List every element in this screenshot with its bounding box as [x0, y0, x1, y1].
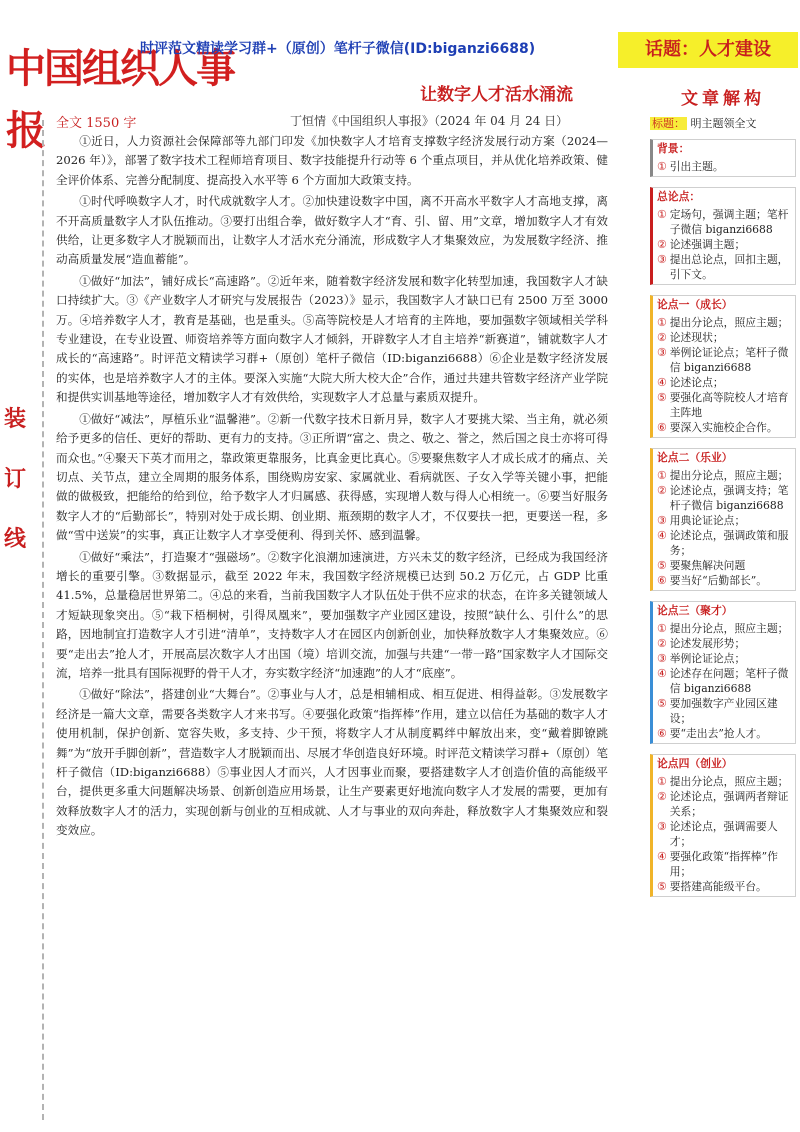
- item-number: ⑤: [657, 391, 667, 404]
- item-number: ③: [657, 652, 667, 665]
- binding-char: 装: [3, 407, 26, 432]
- section-item: [657, 558, 791, 573]
- panel-label-tag: 标题：: [652, 117, 685, 130]
- section-item: [657, 237, 791, 252]
- section-item: [657, 696, 791, 726]
- item-number: ⑤: [657, 559, 667, 572]
- structure-section: [650, 754, 796, 897]
- binding-char: 订: [3, 467, 26, 492]
- item-text: 论述现状；: [669, 331, 724, 344]
- section-item: [657, 159, 791, 174]
- panel-label-text: 明主题领全文: [690, 117, 757, 130]
- section-head: 论点三（聚才）: [657, 604, 733, 617]
- item-text: 论述存在问题；笔杆子微信 biganzi6688: [669, 667, 789, 695]
- paragraph: ①近日，人力资源社会保障部等九部门印发《加快数字人才培育支撑数字经济发展行动方案（2024—2026 年）》，部署了数字技术工程师培育项目、数字技能提升行动等 6 个重点项目，并从优化培养政策、健全评价体系、完善分配制度、提高投入水平等 6 个方面加大政策支持。: [56, 134, 608, 187]
- item-number: ②: [657, 331, 667, 344]
- item-number: ⑤: [657, 880, 667, 893]
- section-head: 背景：: [657, 142, 690, 155]
- item-text: 论述论点；: [669, 376, 724, 389]
- section-item: [657, 849, 791, 879]
- item-text: 提出总论点，回扣主题，引下文。: [669, 253, 789, 281]
- item-number: ②: [657, 484, 667, 497]
- item-text: 论述强调主题；: [669, 238, 746, 251]
- item-text: 论述发展形势；: [669, 637, 746, 650]
- item-text: 要强化高等院校人才培育主阵地: [669, 391, 789, 419]
- item-number: ①: [657, 775, 667, 788]
- top-banner: 时评范文精读学习群+（原创）笔杆子微信(ID:biganzi6688): [140, 41, 536, 57]
- item-number: ④: [657, 667, 667, 680]
- topic-badge: 话题：人才建设: [618, 32, 798, 68]
- binding-dashline: [42, 120, 44, 1120]
- item-text: 要加强数字产业园区建设；: [669, 697, 778, 725]
- section-item: [657, 483, 791, 513]
- item-text: 提出分论点，照应主题；: [669, 622, 789, 635]
- section-item: [657, 636, 791, 651]
- item-number: ③: [657, 346, 667, 359]
- section-item: [657, 621, 791, 636]
- section-item: [657, 420, 791, 435]
- section-body: [653, 157, 795, 176]
- item-text: 要聚焦解决问题: [669, 559, 746, 572]
- source-line: 丁恒情《中国组织人事报》（2024 年 04 月 24 日）: [290, 114, 569, 128]
- section-head: 论点四（创业）: [657, 757, 733, 770]
- item-text: 引出主题。: [669, 160, 724, 173]
- item-text: 提出分论点，照应主题；: [669, 316, 789, 329]
- item-number: ①: [657, 160, 667, 173]
- item-text: 举例论证论点；笔杆子微信 biganzi6688: [669, 346, 789, 374]
- item-text: 论述论点，强调两者辩证关系；: [669, 790, 789, 818]
- section-item: [657, 315, 791, 330]
- item-number: ⑥: [657, 727, 667, 740]
- item-number: ①: [657, 469, 667, 482]
- item-number: ①: [657, 316, 667, 329]
- section-item: [657, 651, 791, 666]
- item-number: ④: [657, 850, 667, 863]
- item-text: 提出分论点，照应主题；: [669, 775, 789, 788]
- item-text: 举例论证论点；: [669, 652, 746, 665]
- section-item: [657, 207, 791, 237]
- section-item: [657, 468, 791, 483]
- section-item: [657, 726, 791, 741]
- section-item: [657, 345, 791, 375]
- binding-label: [0, 390, 30, 570]
- item-text: 提出分论点，照应主题；: [669, 469, 789, 482]
- section-item: [657, 879, 791, 894]
- panel-sections: [650, 139, 796, 897]
- item-text: 要“走出去”抢人才。: [669, 727, 768, 740]
- section-head: 总论点：: [657, 190, 701, 203]
- section-item: [657, 513, 791, 528]
- structure-section: [650, 139, 796, 177]
- item-number: ②: [657, 637, 667, 650]
- item-text: 论述论点，强调需要人才；: [669, 820, 778, 848]
- headline: 让数字人才活水涌流: [420, 85, 573, 105]
- section-item: [657, 774, 791, 789]
- paragraph: ①做好“除法”，搭建创业“大舞台”。②事业与人才，总是相辅相成、相互促进、相得益彰。③发展数字经济是一篇大文章，需要各类数字人才来书写。④要强化政策“指挥棒”作用，建立以信任为基础的数字人才使用机制，保护创新、宽容失败，多支持、少干预，将数字人才从制度羁绊中解放出来，变“戴着脚镣跳舞”为“放开手脚创新”，营造数字人才脱颖而出、尽展才华创造良好环境。时评范文精读学习群+（原创）笔杆子微信（ID:biganzi6688）⑤事业因人才而兴，人才因事业而聚，要搭建数字人才创造价值的高能级平台，提供更多重大问题解决场景、创新创造应用场景，让生产要素更好地流向数字人才发展的需要，更加有效释放数字人才的活力，实现创新与创业的互相成就、人才与事业的双向奔赴，释放数字人才集聚效应和裂变效应。: [56, 687, 608, 838]
- section-item: [657, 789, 791, 819]
- item-text: 要搭建高能级平台。: [669, 880, 767, 893]
- item-number: ④: [657, 376, 667, 389]
- panel-label-row: [650, 115, 796, 131]
- section-item: [657, 819, 791, 849]
- item-number: ⑤: [657, 697, 667, 710]
- section-item: [657, 528, 791, 558]
- paragraph: ①时代呼唤数字人才，时代成就数字人才。②加快建设数字中国，离不开高水平数字人才高地支撑，离不开高质量数字人才队伍推动。③要打出组合拳，做好数字人才“育、引、留、用”文章，增加数字人才有效供给，让更多数字人才脱颖而出，让数字人才活水充分涌流，形成数字人才集聚效应，为发展数字经济、推动高质量发展“造血蓄能”。: [56, 194, 608, 267]
- word-count: 全文 1550 字: [56, 116, 137, 131]
- section-body: [653, 466, 795, 590]
- item-number: ②: [657, 238, 667, 251]
- item-text: 定场句，强调主题；笔杆子微信 biganzi6688: [669, 208, 789, 236]
- item-number: ③: [657, 253, 667, 266]
- item-number: ⑥: [657, 421, 667, 434]
- item-number: ①: [657, 622, 667, 635]
- section-head: 论点一（成长）: [657, 298, 733, 311]
- item-text: 论述论点，强调政策和服务；: [669, 529, 789, 557]
- section-item: [657, 330, 791, 345]
- binding-char: 线: [3, 527, 26, 552]
- structure-section: [650, 448, 796, 591]
- section-item: [657, 573, 791, 588]
- item-text: 要当好“后勤部长”。: [669, 574, 768, 587]
- section-body: [653, 619, 795, 743]
- item-number: ⑥: [657, 574, 667, 587]
- section-body: [653, 205, 795, 284]
- section-item: [657, 375, 791, 390]
- panel-title: 文章解构: [681, 89, 765, 109]
- section-head: 论点二（乐业）: [657, 451, 733, 464]
- structure-panel: [650, 84, 796, 907]
- item-number: ②: [657, 790, 667, 803]
- article-body: [56, 132, 608, 843]
- paragraph: ①做好“减法”，厚植乐业“温馨港”。②新一代数字技术日新月异，数字人才要挑大梁、当主角，就必须给予更多的信任、更好的帮助、更有力的支持。③正所谓“富之、贵之、敬之、誉之，然后国之良士亦将可得而众也。”④聚天下英才而用之，靠政策更靠服务，比真金更比真心。⑤要聚焦数字人才成长成才的痛点、关切点、关节点，建立全周期的服务体系，围绕购房安家、家属就业、看病就医、子女入学等关键小事，把能做的做极致，把能给的给到位，给予数字人才归属感、获得感，实现增人数与得人心相统一。⑥要当好服务数字人才的“后勤部长”，特别对处于成长期、创业期、瓶颈期的数字人才，不仅要扶一把，更要送一程，多做“雪中送炭”的实事，真正让数字人才享受便利、得到关怀、感到温馨。: [56, 411, 608, 543]
- item-text: 论述论点，强调支持；笔杆子微信 biganzi6688: [669, 484, 789, 512]
- item-number: ③: [657, 820, 667, 833]
- structure-section: [650, 295, 796, 438]
- item-number: ①: [657, 208, 667, 221]
- item-number: ③: [657, 514, 667, 527]
- item-text: 要深入实施校企合作。: [669, 421, 778, 434]
- structure-section: [650, 187, 796, 285]
- masthead-logo: 中国组织人事报: [6, 45, 234, 154]
- item-text: 用典论证论点；: [669, 514, 746, 527]
- section-body: [653, 313, 795, 437]
- paragraph: ①做好“乘法”，打造聚才“强磁场”。②数字化浪潮加速演进，方兴未艾的数字经济，已经成为我国经济增长的重要引擎。③数据显示，截至 2022 年末，我国数字经济规模已达到 50.2 万亿元，占 GDP 比重 41.5%，总量稳居世界第二。④总的来看，当前我国数字人才队伍处于供不应求的状态，在许多关键领域人才短缺现象突出。⑤“栽下梧桐树，引得凤凰来”，要加强数字产业园区建设，按照“缺什么、引什么”的思路，因地制宜打造数字人才引进“清单”，支持数字人才在园区内创新创业，加快释放数字人才集聚效应。⑥要“走出去”抢人才，开展高层次数字人才出国（境）培训交流，加强与共建“一带一路”国家数字人才国际交流，培养一批具有国际视野的骨干人才，夯实数字经济“加速跑”的人才“底座”。: [56, 549, 608, 680]
- item-text: 要强化政策“指挥棒”作用；: [669, 850, 778, 878]
- structure-section: [650, 601, 796, 744]
- section-item: [657, 390, 791, 420]
- section-item: [657, 252, 791, 282]
- section-body: [653, 772, 795, 896]
- item-number: ④: [657, 529, 667, 542]
- paragraph: ①做好“加法”，铺好成长“高速路”。②近年来，随着数字经济发展和数字化转型加速，我国数字人才缺口持续扩大。③《产业数字人才研究与发展报告（2023）》显示，我国数字人才缺口已有 2500 万至 3000 万。④培养数字人才，教育是基础，也是重头。⑤高等院校是人才培育的主阵地，要加强数字领域相关学科专业建设，在专业设置、师资培养等方面向数字人才倾斜，开辟数字人才自主培养“新赛道”，铺就数字人才成长的“高速路”。时评范文精读学习群+（原创）笔杆子微信（ID:biganzi6688）⑥企业是数字经济发展的实体，也是培养数字人才的主体。要深入实施“大院大所大校大企”合作，通过共建共管数字经济产业学院和提供实训基地等途径，增加数字人才有效供给，实现数字人才总量与素质双提升。: [56, 273, 608, 405]
- section-item: [657, 666, 791, 696]
